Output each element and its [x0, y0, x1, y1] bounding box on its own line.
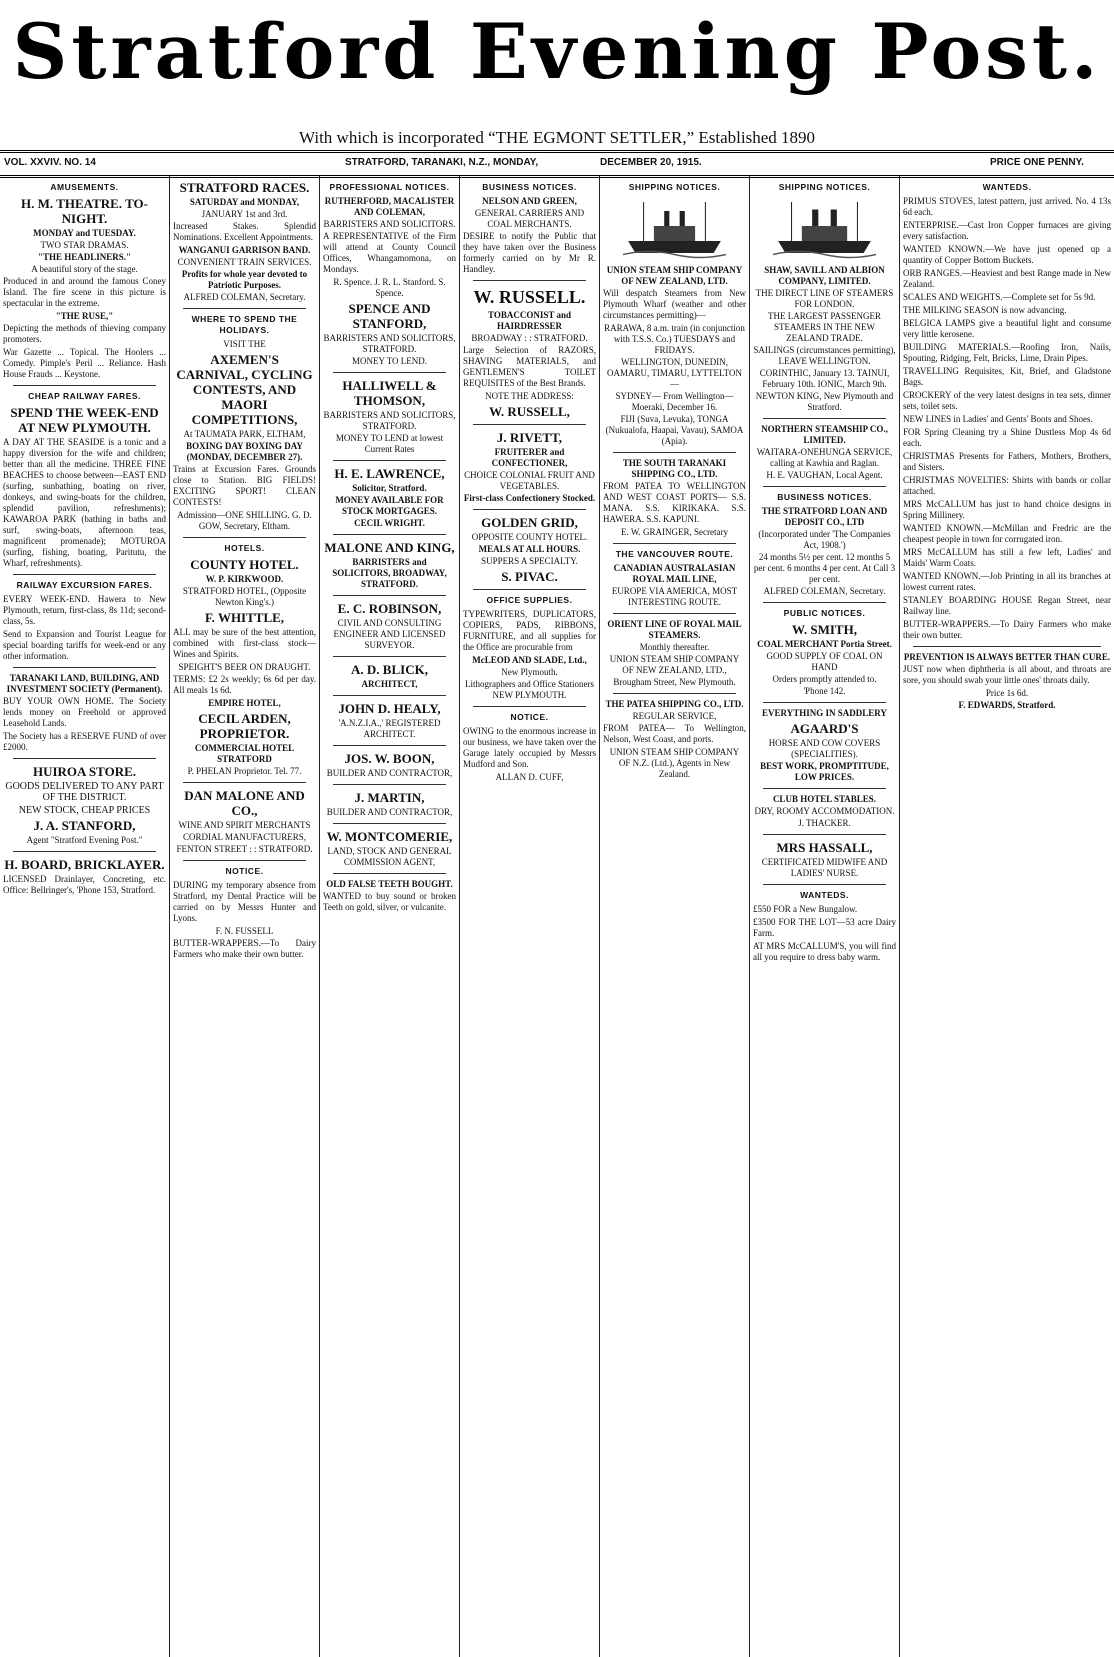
- ad-headline: COUNTY HOTEL.: [190, 557, 299, 572]
- ad-headline: W. MONTCOMERIE,: [326, 829, 453, 844]
- ad-line: TOBACCONIST and HAIRDRESSER: [488, 310, 571, 331]
- ad-body: TERMS: £2 2s weekly; 6s 6d per day. All meals 1s 6d.: [173, 674, 316, 695]
- ad-line: NEWTON KING, New Plymouth and Stratford.: [755, 391, 894, 412]
- section-heading: BUSINESS NOTICES.: [482, 182, 577, 192]
- ad-body: Send to Expansion and Tourist League for special boarding tariffs for week-end or any other information.: [3, 629, 166, 661]
- ad-body: FROM PATEA TO WELLINGTON AND WEST COAST PORTS— S.S. MANA. S.S. KIRIKAKA. S.S. HAWERA. S.S. KAPUNI.: [603, 481, 746, 524]
- ad-body: War Gazette ... Topical. The Hoolers ... Comedy. Pimple's Peril ... Reliance. Hash House Frauds ... Keystone.: [3, 347, 166, 379]
- section-heading: PROFESSIONAL NOTICES.: [329, 182, 450, 192]
- ad-body: SCALES AND WEIGHTS.—Complete set for 5s 9d.: [903, 292, 1096, 302]
- ad-body: STANLEY BOARDING HOUSE Regan Street, near Railway line.: [903, 595, 1111, 616]
- divider: [763, 418, 886, 419]
- ad-body: A DAY AT THE SEASIDE is a tonic and a happy diversion for the wife and children; better than all the medicine. THREE FINE BEACHES to choose between—EAST END (surfing, sunbathing, boating on river, donkeys, and swing-boats for the children, splendid pavilion, refreshments); KAWAROA PARK (bathing in baths and surf, swing-boats, afternoon teas, magnificent promenade); MOTUROA (surfing, fishing, boating, Paritutu, the Wharf, refreshments).: [3, 437, 166, 568]
- ad-line: Orders promptly attended to.: [772, 674, 877, 684]
- divider: [473, 589, 586, 590]
- ad-line: COMMERCIAL HOTEL STRATFORD: [194, 743, 295, 764]
- ad-line: F. N. FUSSELL: [215, 926, 274, 936]
- ad-body: NEW LINES in Ladies' and Gents' Boots and Shoes.: [903, 414, 1093, 424]
- ad-line: CORDIAL MANUFACTURERS,: [182, 832, 306, 842]
- ad-line: FIJI (Suva, Levuka), TONGA (Nukualofa, Haapai, Vavau), SAMOA (Apia).: [605, 414, 744, 446]
- ad-headline: JOS. W. BOON,: [344, 751, 435, 766]
- ad-line: WELLINGTON, DUNEDIN, OAMARU, TIMARU, LYTTELTON—: [607, 357, 742, 389]
- ad-headline: STRATFORD RACES.: [179, 180, 310, 195]
- ad-headline: W. RUSSELL,: [489, 404, 570, 419]
- divider: [473, 424, 586, 425]
- ad-line: BROADWAY : : STRATFORD.: [471, 333, 588, 343]
- divider: [333, 695, 446, 696]
- ad-line: H. E. VAUGHAN, Local Agent.: [766, 470, 883, 480]
- column-races-hotels: [170, 176, 320, 1657]
- ad-line: CECIL WRIGHT.: [354, 518, 425, 528]
- section-heading: PUBLIC NOTICES.: [783, 608, 866, 618]
- ad-line: R. Spence. J. R. L. Stanford. S. Spence.: [333, 277, 446, 298]
- ad-line: OLD FALSE TEETH BOUGHT.: [326, 879, 453, 889]
- ad-line: MONEY TO LEND at lowest Current Rates: [335, 433, 444, 454]
- divider: [183, 308, 306, 309]
- ad-body: WANTED to buy sound or broken Teeth on gold, silver, or vulcanite.: [323, 891, 456, 912]
- ad-line: J. THACKER.: [798, 818, 851, 828]
- divider: [183, 782, 306, 783]
- ad-line: CLUB HOTEL STABLES.: [772, 794, 877, 804]
- steamship-illustration: [773, 199, 876, 259]
- ad-line: 24 months 5½ per cent. 12 months 5 per cent. 6 months 4 per cent. At Call 3 per cent.: [753, 552, 896, 584]
- ad-line: RUTHERFORD, MACALISTER AND COLEMAN,: [324, 196, 455, 217]
- ad-line: DRY, ROOMY ACCOMMODATION.: [754, 806, 895, 816]
- ad-body: THE MILKING SEASON is now advancing.: [903, 305, 1067, 315]
- ad-body: JUST now when diphtheria is all about, and throats are sore, you should swab your little ones' throats daily.: [903, 664, 1111, 685]
- ad-body: BUY YOUR OWN HOME. The Society lends money on Freehold or approved Leasehold Lands.: [3, 696, 166, 728]
- section-heading: NOTICE.: [225, 866, 264, 876]
- divider: [183, 537, 306, 538]
- divider: [333, 784, 446, 785]
- section-heading: OFFICE SUPPLIES.: [486, 595, 573, 605]
- ad-line: HORSE AND COW COVERS (SPECIALITIES).: [768, 738, 881, 759]
- masthead-subtitle: With which is incorporated “THE EGMONT SETTLER,” Established 1890: [299, 128, 815, 147]
- ad-headline: S. PIVAC.: [501, 569, 558, 584]
- ad-line: EUROPE VIA AMERICA, MOST INTERESTING ROUTE.: [611, 586, 738, 607]
- ad-line: TARANAKI LAND, BUILDING, AND INVESTMENT SOCIETY (Permanent).: [6, 673, 163, 694]
- column-amusements: [0, 176, 170, 1657]
- ad-body: BUILDING MATERIALS.—Roofing Iron, Nails, Spouting, Ridging, Felt, Bricks, Lime, Drain Pipes.: [903, 342, 1111, 363]
- ad-body: Will despatch Steamers from New Plymouth Wharf (weather and other circumstances permitting)—: [603, 288, 746, 320]
- ad-line: REGULAR SERVICE,: [632, 711, 717, 721]
- newspaper-title: Stratford Evening Post.: [12, 7, 1102, 96]
- ad-body: BELGICA LAMPS give a beautiful light and consume very little kerosene.: [903, 318, 1111, 339]
- section-heading: SHIPPING NOTICES.: [628, 182, 721, 192]
- ad-line: COAL MERCHANT Portia Street.: [757, 639, 892, 649]
- ad-line: THE STRATFORD LOAN AND DEPOSIT CO., LTD: [761, 506, 888, 527]
- ad-line: CONVENIENT TRAIN SERVICES.: [177, 257, 312, 267]
- ad-headline: HUIROA STORE.: [32, 764, 137, 779]
- ad-headline: W. SMITH,: [792, 622, 857, 637]
- ad-line: Admission—ONE SHILLING. G. D. GOW, Secretary, Eltham.: [177, 510, 312, 531]
- ad-line: SYDNEY— From Wellington—Moeraki, December 16.: [615, 391, 734, 412]
- ad-headline: E. C. ROBINSON,: [337, 601, 442, 616]
- ad-line: E. W. GRAINGER, Secretary: [621, 527, 728, 537]
- ad-line: WAITARA-ONEHUNGA SERVICE, calling at Kawhia and Raglan.: [756, 447, 893, 468]
- column-wanteds: [900, 176, 1114, 1657]
- ad-body: Trains at Excursion Fares. Grounds close to Station. BIG FIELDS! EXCITING SPORT! CLEAN CONTESTS!: [173, 464, 316, 507]
- ad-body: Increased Stakes. Splendid Nominations. Excellent Appointments.: [173, 221, 316, 242]
- ad-line: UNION STEAM SHIP COMPANY OF NEW ZEALAND, LTD.,: [609, 654, 740, 675]
- ad-line: GOOD SUPPLY OF COAL ON HAND: [766, 651, 883, 672]
- ad-line: MONDAY and TUESDAY.: [33, 228, 136, 238]
- ad-line: BUILDER AND CONTRACTOR,: [326, 768, 453, 778]
- ad-line: CANADIAN AUSTRALASIAN ROYAL MAIL LINE,: [613, 563, 736, 584]
- ad-line: BOXING DAY BOXING DAY (MONDAY, DECEMBER 27).: [186, 441, 303, 462]
- ad-line: Brougham Street, New Plymouth.: [613, 677, 736, 687]
- ad-line: Agent "Stratford Evening Post.": [26, 835, 143, 845]
- divider: [333, 745, 446, 746]
- section-heading: WANTEDS.: [982, 182, 1032, 192]
- ad-headline: HALLIWELL & THOMSON,: [342, 378, 437, 408]
- divider: [613, 452, 736, 453]
- ad-headline: JOHN D. HEALY,: [338, 701, 441, 716]
- place-line: STRATFORD, TARANAKI, N.Z., MONDAY,: [345, 157, 539, 168]
- ad-line: ALLAN D. CUFF,: [495, 772, 564, 782]
- section-heading: RAILWAY EXCURSION FARES.: [16, 580, 153, 590]
- ad-headline: A. D. BLICK,: [351, 662, 428, 677]
- ad-headline: AXEMEN'S CARNIVAL, CYCLING CONTESTS, AND MAORI COMPETITIONS,: [176, 352, 313, 427]
- ad-line: CERTIFICATED MIDWIFE AND LADIES' NURSE.: [761, 857, 888, 878]
- ad-body: WANTED KNOWN.—Job Printing in all its branches at lowest current rates.: [903, 571, 1111, 592]
- ad-line: NORTHERN STEAMSHIP CO., LIMITED.: [761, 424, 888, 445]
- ad-body: TRAVELLING Requisites, Kit, Brief, and Gladstone Bags.: [903, 366, 1111, 387]
- ad-headline: DAN MALONE AND CO.,: [184, 788, 305, 818]
- ad-line: THE SOUTH TARANAKI SHIPPING CO., LTD.: [622, 458, 727, 479]
- ad-line: BEST WORK, PROMPTITUDE, LOW PRICES.: [760, 761, 889, 782]
- ad-line: TWO STAR DRAMAS.: [40, 240, 129, 250]
- column-professional-notices: [320, 176, 460, 1657]
- ad-body: £550 FOR a New Bungalow.: [753, 904, 858, 914]
- ad-line: MONEY TO LEND.: [351, 356, 428, 366]
- section-heading: BUSINESS NOTICES.: [777, 492, 872, 502]
- ad-line: EVERYTHING IN SADDLERY: [762, 708, 887, 718]
- divider: [13, 385, 156, 386]
- ad-line: CIVIL AND CONSULTING ENGINEER AND LICENSED SURVEYOR.: [333, 618, 446, 650]
- ad-body: Depicting the methods of thieving company promoters.: [3, 323, 166, 344]
- ad-body: A REPRESENTATIVE of the Firm will attend at County Council Offices, Whangamomona, on Mondays.: [323, 231, 456, 274]
- ad-line: SATURDAY and MONDAY,: [189, 197, 300, 207]
- divider: [13, 667, 156, 668]
- ad-line: MONEY AVAILABLE FOR STOCK MORTGAGES.: [335, 495, 444, 516]
- ad-body: LICENSED Drainlayer, Concreting, etc. Office: Bellringer's, 'Phone 153, Stratford.: [3, 874, 166, 895]
- ad-line: LAND, STOCK AND GENERAL COMMISSION AGENT,: [327, 846, 452, 867]
- ad-line: WANGANUI GARRISON BAND.: [178, 245, 311, 255]
- ad-line: THE PATEA SHIPPING CO., LTD.: [605, 699, 744, 709]
- ad-headline: J. MARTIN,: [354, 790, 425, 805]
- ad-line: New Plymouth.: [501, 667, 558, 677]
- section-heading: HOTELS.: [224, 543, 265, 553]
- ad-line: Monthly thereafter.: [639, 642, 710, 652]
- ad-line: NELSON AND GREEN,: [482, 196, 577, 206]
- ad-line: First-class Confectionery Stocked.: [463, 493, 596, 503]
- ad-line: MEALS AT ALL HOURS.: [478, 544, 581, 554]
- divider: [13, 758, 156, 759]
- ad-headline: GOLDEN GRID,: [481, 515, 578, 530]
- divider: [763, 884, 886, 885]
- ad-line: VISIT THE: [223, 339, 266, 349]
- dateline: [0, 150, 1114, 178]
- ad-body: CHRISTMAS Presents for Fathers, Mothers, Brothers, and Sisters.: [903, 451, 1111, 472]
- column-shipping-notices: [600, 176, 750, 1657]
- issue-price: PRICE ONE PENNY.: [990, 157, 1084, 168]
- ad-line: NEW STOCK, CHEAP PRICES: [18, 805, 151, 816]
- ad-line: ALFRED COLEMAN, Secretary.: [183, 292, 306, 302]
- ad-line: WINE AND SPIRIT MERCHANTS: [178, 820, 311, 830]
- divider: [13, 851, 156, 852]
- section-heading: WANTEDS.: [800, 890, 849, 900]
- ad-line: JANUARY 1st and 3rd.: [201, 209, 288, 219]
- divider: [183, 860, 306, 861]
- section-heading: CHEAP RAILWAY FARES.: [28, 391, 141, 401]
- ad-line: P. PHELAN Proprietor. Tel. 77.: [187, 766, 302, 776]
- ad-line: SHAW, SAVILL AND ALBION COMPANY, LIMITED.: [764, 265, 885, 286]
- ad-line: STRATFORD HOTEL, (Opposite Newton King's.): [182, 586, 307, 607]
- ad-line: EMPIRE HOTEL,: [208, 698, 281, 708]
- ad-line: "THE HEADLINERS.": [37, 252, 131, 262]
- page-columns: [0, 176, 1114, 1657]
- ad-body: DESIRE to notify the Public that they have taken over the Business formerly carried on by Mr R. Handley.: [463, 231, 596, 274]
- ad-headline: J. A. STANFORD,: [33, 818, 136, 833]
- divider: [333, 372, 446, 373]
- divider: [913, 646, 1101, 647]
- section-heading: SHIPPING NOTICES.: [778, 182, 871, 192]
- ad-line: THE LARGEST PASSENGER STEAMERS IN THE NEW ZEALAND TRADE.: [767, 311, 882, 343]
- ad-line: NOTE THE ADDRESS:: [485, 391, 574, 401]
- ad-body: BUTTER-WRAPPERS.—To Dairy Farmers who make their own butter.: [903, 619, 1111, 640]
- ad-line: McLEOD AND SLADE, Ltd.,: [472, 655, 587, 665]
- ad-body: EVERY WEEK-END. Hawera to New Plymouth, return, first-class, 8s 11d; second-class, 5s.: [3, 594, 166, 626]
- ad-body: FROM PATEA— To Wellington, Nelson, West Coast, and ports.: [603, 723, 746, 744]
- section-heading: THE VANCOUVER ROUTE.: [615, 549, 734, 559]
- ad-line: BARRISTERS AND SOLICITORS, STRATFORD.: [323, 333, 456, 354]
- ad-body: ALL may be sure of the best attention, combined with first-class stock—Wines and Spirits.: [173, 627, 316, 659]
- section-heading: WHERE TO SPEND THE HOLIDAYS.: [191, 314, 298, 335]
- ad-body: OWING to the enormous increase in our business, we have taken over the Garage lately occupied by Messrs Mudford and Son.: [463, 726, 596, 769]
- divider: [613, 613, 736, 614]
- ad-line: BARRISTERS AND SOLICITORS.: [323, 219, 456, 229]
- ad-body: Produced in and around the famous Coney Island. The fire scene in this picture is spectacular in the extreme.: [3, 276, 166, 308]
- ad-line: OPPOSITE COUNTY HOTEL.: [471, 532, 588, 542]
- divider: [333, 823, 446, 824]
- ad-headline: AGAARD'S: [790, 721, 859, 736]
- ad-headline: CECIL ARDEN, PROPRIETOR.: [198, 711, 291, 741]
- ad-line: BUILDER AND CONTRACTOR,: [326, 807, 453, 817]
- divider: [763, 602, 886, 603]
- ad-line: GOODS DELIVERED TO ANY PART OF THE DISTRICT.: [5, 781, 164, 803]
- ad-line: RARAWA, 8 a.m. train (in conjunction with T.S.S. Co.) TUESDAYS and FRIDAYS.: [604, 323, 745, 355]
- ad-line: Profits for whole year devoted to Patriotic Purposes.: [181, 269, 308, 290]
- ad-headline: F. WHITTLE,: [204, 610, 285, 625]
- ad-line: ORIENT LINE OF ROYAL MAIL STEAMERS.: [607, 619, 742, 640]
- ad-line: GENERAL CARRIERS AND COAL MERCHANTS.: [474, 208, 585, 229]
- ad-line: 'A.N.Z.I.A.,' REGISTERED ARCHITECT.: [338, 718, 441, 739]
- divider: [763, 834, 886, 835]
- ad-line: W. P. KIRKWOOD.: [205, 574, 284, 584]
- ad-body: Large Selection of RAZORS, SHAVING MATERIALS, and GENTLEMEN'S TOILET REQUISITES of the Best Brands.: [463, 345, 596, 388]
- divider: [13, 574, 156, 575]
- ad-body: MRS McCALLUM has still a few left, Ladies' and Maids' Warm Coats.: [903, 547, 1111, 568]
- ad-line: SAILINGS (circumstances permitting), LEAVE WELLINGTON.: [753, 345, 896, 366]
- steamship-illustration: [623, 199, 726, 259]
- ad-line: UNION STEAM SHIP COMPANY OF NEW ZEALAND, LTD.: [606, 265, 743, 286]
- ad-line: (Incorporated under 'The Companies Act, 1908.'): [758, 529, 891, 550]
- ad-body: DURING my temporary absence from Stratford, my Dental Practice will be carried on by Messrs Hunter and Lyons.: [173, 880, 316, 923]
- ad-body: CROCKERY of the very latest designs in tea sets, dinner sets, toilet sets.: [903, 390, 1111, 411]
- ad-line: CHOICE COLONIAL FRUIT AND VEGETABLES.: [464, 470, 595, 491]
- section-heading: NOTICE.: [510, 712, 549, 722]
- ad-body: CHRISTMAS NOVELTIES: Shirts with bands or collar attached.: [903, 475, 1111, 496]
- ad-body: BUTTER-WRAPPERS.—To Dairy Farmers who make their own butter.: [173, 938, 316, 959]
- divider: [333, 656, 446, 657]
- ad-headline: H. M. THEATRE. TO-NIGHT.: [21, 196, 148, 226]
- ad-line: Solicitor, Stratford.: [352, 483, 427, 493]
- divider: [333, 595, 446, 596]
- divider: [763, 788, 886, 789]
- ad-line: SPEIGHT'S BEER ON DRAUGHT.: [178, 662, 311, 672]
- ad-line: SUPPERS A SPECIALTY.: [481, 556, 578, 566]
- issue-date: DECEMBER 20, 1915.: [600, 157, 702, 168]
- ad-headline: SPEND THE WEEK-END AT NEW PLYMOUTH.: [10, 405, 159, 435]
- ad-headline: MALONE AND KING,: [324, 540, 455, 555]
- ad-line: A beautiful story of the stage.: [31, 264, 138, 274]
- divider: [333, 873, 446, 874]
- divider: [763, 702, 886, 703]
- ad-body: ENTERPRISE.—Cast Iron Copper furnaces are giving every satisfaction.: [903, 220, 1111, 241]
- ad-line: Price 1s 6d.: [985, 688, 1029, 698]
- column-shipping-business: [750, 176, 900, 1657]
- ad-line: 'Phone 142.: [803, 686, 846, 696]
- divider: [613, 693, 736, 694]
- ad-line: "THE RUSE,": [55, 311, 114, 321]
- ad-line: ALFRED COLEMAN, Secretary.: [763, 586, 886, 596]
- ad-line: F. EDWARDS, Stratford.: [958, 700, 1056, 710]
- ad-line: THE DIRECT LINE OF STEAMERS FOR LONDON.: [755, 288, 894, 309]
- ad-headline: H. BOARD, BRICKLAYER.: [4, 857, 165, 872]
- ad-body: PRIMUS STOVES, latest pattern, just arrived. No. 4 13s 6d each.: [903, 196, 1111, 217]
- section-heading: AMUSEMENTS.: [50, 182, 119, 192]
- ad-body: £3500 FOR THE LOT—53 acre Dairy Farm.: [753, 917, 896, 938]
- divider: [473, 706, 586, 707]
- ad-line: Lithographers and Office Stationers NEW PLYMOUTH.: [464, 679, 595, 700]
- ad-line: FRUITERER and CONFECTIONER,: [491, 447, 568, 468]
- ad-line: BARRISTERS AND SOLICITORS, STRATFORD.: [323, 410, 456, 431]
- ad-headline: MRS HASSALL,: [776, 840, 873, 855]
- ad-line: FENTON STREET : : STRATFORD.: [176, 844, 313, 854]
- divider: [613, 543, 736, 544]
- ad-body: TYPEWRITERS, DUPLICATORS, COPIERS, PADS, RIBBONS, FURNITURE, and all supplies for the Office are procurable from: [463, 609, 596, 652]
- column-business-notices: [460, 176, 600, 1657]
- ad-body: WANTED KNOWN.—McMillan and Fredric are the cheapest people in town for corrugated iron.: [903, 523, 1111, 544]
- ad-body: MRS McCALLUM has just to hand choice designs in Spring Millinery.: [903, 499, 1111, 520]
- ad-line: UNION STEAM SHIP COMPANY OF N.Z. (Ltd.), Agents in New Zealand.: [609, 747, 740, 779]
- ad-body: WANTED KNOWN.—We have just opened up a quantity of Copper Bottom Buckets.: [903, 244, 1111, 265]
- ad-body: The Society has a RESERVE FUND of over £2000.: [3, 731, 166, 752]
- ad-headline: H. E. LAWRENCE,: [334, 466, 445, 481]
- ad-headline: SPENCE AND STANFORD,: [348, 301, 431, 331]
- ad-headline: J. RIVETT,: [496, 430, 563, 445]
- ad-line: PREVENTION IS ALWAYS BETTER THAN CURE.: [903, 652, 1111, 662]
- ad-line: At TAUMATA PARK, ELTHAM,: [183, 429, 306, 439]
- divider: [473, 280, 586, 281]
- divider: [333, 534, 446, 535]
- ad-body: ORB RANGES.—Heaviest and best Range made in New Zealand.: [903, 268, 1111, 289]
- divider: [333, 460, 446, 461]
- ad-line: CORINTHIC, January 13. TAINUI, February 10th. IONIC, March 9th.: [759, 368, 890, 389]
- ad-headline: W. RUSSELL.: [473, 287, 586, 307]
- ad-line: ARCHITECT,: [361, 679, 418, 689]
- divider: [763, 486, 886, 487]
- divider: [473, 509, 586, 510]
- masthead: [0, 0, 1114, 175]
- ad-line: BARRISTERS and SOLICITORS, BROADWAY, STRATFORD.: [332, 557, 447, 589]
- ad-body: FOR Spring Cleaning try a Shine Dustless Mop 4s 6d each.: [903, 427, 1111, 448]
- volume-number: VOL. XXVIV. NO. 14: [4, 157, 96, 168]
- ad-body: AT MRS McCALLUM'S, you will find all you require to dress baby warm.: [753, 941, 896, 962]
